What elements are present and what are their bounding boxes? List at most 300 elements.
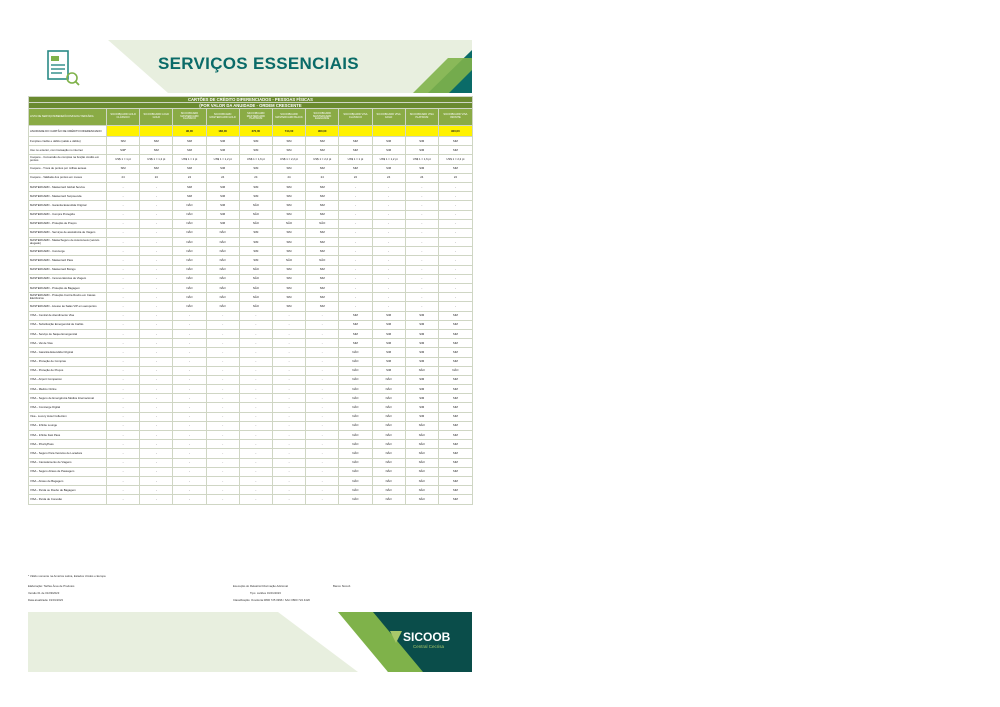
- annual-fee-value: [372, 126, 405, 137]
- cell-value: -: [372, 284, 405, 293]
- cell-value: SIM: [438, 403, 472, 412]
- cell-value: -: [272, 394, 305, 403]
- cell-value: -: [339, 219, 372, 228]
- cell-value: NÃO: [372, 449, 405, 458]
- table-title: CARTÕES DE CRÉDITO DIFERENCIADOS - PESSOAS FÍSICAS: [29, 97, 473, 103]
- cell-value: -: [140, 458, 173, 467]
- cell-value: -: [173, 421, 206, 430]
- cell-value: SIM: [272, 247, 305, 256]
- cell-value: -: [206, 412, 239, 421]
- page-header: [28, 40, 472, 93]
- row-label: MASTERCARD - Inconveniências de Viagem: [29, 274, 107, 283]
- note-left-3: Data atualizada: 19/01/2023: [28, 598, 63, 602]
- cell-value: -: [272, 320, 305, 329]
- cell-value: SIM: [438, 467, 472, 476]
- cell-value: -: [405, 228, 438, 237]
- table-row: [29, 375, 473, 384]
- table-row: [29, 311, 473, 320]
- cell-value: SIM: [272, 146, 305, 155]
- column-header: SICOOBCARD VISA CLÁSSICO: [339, 109, 372, 126]
- table-row: [29, 164, 473, 173]
- cell-value: SIM: [438, 431, 472, 440]
- cell-value: NÃO: [372, 375, 405, 384]
- cell-value: NÃO: [173, 265, 206, 274]
- cell-value: SIM: [306, 192, 339, 201]
- row-label: VISA - Seguro Atraso de Passagem: [29, 467, 107, 476]
- cell-value: -: [140, 302, 173, 311]
- cell-value: -: [272, 449, 305, 458]
- row-label: VISA - Infinite Fast Pass: [29, 431, 107, 440]
- cell-value: SIM: [206, 164, 239, 173]
- table-row: [29, 284, 473, 293]
- table-row: [29, 256, 473, 265]
- cell-value: SIM: [306, 302, 339, 311]
- cell-value: -: [140, 467, 173, 476]
- cell-value: NÃO: [173, 302, 206, 311]
- cell-value: SIM: [372, 366, 405, 375]
- cell-value: US$ 1 = 2,2 pt: [272, 155, 305, 164]
- cards-table-container: [28, 96, 472, 505]
- cell-value: -: [107, 210, 140, 219]
- cell-value: -: [173, 458, 206, 467]
- cell-value: -: [173, 348, 206, 357]
- table-row: [29, 182, 473, 191]
- cell-value: SIM: [438, 476, 472, 485]
- table-row: [29, 137, 473, 146]
- table-row: [29, 265, 473, 274]
- cell-value: NÃO: [306, 219, 339, 228]
- cell-value: US$ 1 = 2,2 pt: [306, 155, 339, 164]
- row-label: Uso no exterior, com transação no internet: [29, 146, 107, 155]
- cell-value: -: [239, 394, 272, 403]
- cell-value: -: [239, 375, 272, 384]
- cell-value: SIM: [405, 329, 438, 338]
- cell-value: SIM: [272, 192, 305, 201]
- cell-value: NÃO: [339, 467, 372, 476]
- cell-value: -: [206, 385, 239, 394]
- annual-fee-value: [107, 126, 140, 137]
- table-body: [29, 97, 473, 505]
- cell-value: -: [306, 431, 339, 440]
- cell-value: -: [306, 329, 339, 338]
- cell-value: -: [173, 357, 206, 366]
- cell-value: -: [107, 192, 140, 201]
- row-label: Coopere - Conversão de compras na função crédito em pontos: [29, 155, 107, 164]
- row-label: VISA - Concierge Digital: [29, 403, 107, 412]
- cell-value: -: [140, 182, 173, 191]
- cell-value: SIM: [239, 228, 272, 237]
- cell-value: -: [239, 339, 272, 348]
- cell-value: SIM: [372, 164, 405, 173]
- cell-value: SIM: [173, 182, 206, 191]
- cell-value: NÃO: [339, 431, 372, 440]
- cell-value: -: [306, 357, 339, 366]
- cell-value: SIM: [173, 146, 206, 155]
- cell-value: -: [239, 495, 272, 504]
- cell-value: -: [107, 182, 140, 191]
- cell-value: -: [140, 495, 173, 504]
- annual-fee-value: [339, 126, 372, 137]
- cell-value: 24: [339, 173, 372, 182]
- row-label: VISA - Seguro Para Veículos de Locadora: [29, 449, 107, 458]
- row-label: VISA - Central de Atendimento Visa: [29, 311, 107, 320]
- cell-value: -: [206, 495, 239, 504]
- cell-value: US$ 1 = 1 pt: [339, 155, 372, 164]
- cell-value: -: [107, 256, 140, 265]
- cell-value: SIM: [206, 192, 239, 201]
- row-label: MASTERCARD - Mastercard Surpreenda: [29, 192, 107, 201]
- cell-value: -: [306, 339, 339, 348]
- row-label: MASTERCARD - Mastercard Global Service: [29, 182, 107, 191]
- table-row: [29, 385, 473, 394]
- table-row: [29, 412, 473, 421]
- row-label: VISA - Perda ou Roubo de Bagagem: [29, 486, 107, 495]
- cell-value: NÃO: [206, 228, 239, 237]
- row-label: VISA - Airport Companion: [29, 375, 107, 384]
- cell-value: -: [306, 421, 339, 430]
- cell-value: -: [272, 495, 305, 504]
- row-label: Coopere - Validade dos pontos em meses: [29, 173, 107, 182]
- cell-value: -: [272, 486, 305, 495]
- cell-value: SIM: [438, 449, 472, 458]
- cell-value: 24: [239, 173, 272, 182]
- cell-value: -: [107, 366, 140, 375]
- cell-value: -: [140, 431, 173, 440]
- note-mid-3: Classificação: Ouvidoria 0800 725 0996 / SAC 0800 724 4420: [233, 598, 310, 602]
- cell-value: NÃO: [173, 274, 206, 283]
- cell-value: -: [173, 366, 206, 375]
- cell-value: NÃO: [206, 256, 239, 265]
- cell-value: -: [438, 274, 472, 283]
- cell-value: NÃO: [339, 486, 372, 495]
- cell-value: SIM: [372, 137, 405, 146]
- cell-value: SIM: [372, 311, 405, 320]
- column-header: SICOOBCARD MASTERCARD BLACK: [272, 109, 305, 126]
- cell-value: SIM: [438, 486, 472, 495]
- cell-value: -: [140, 265, 173, 274]
- cell-value: US$ 1 = 1 pt: [107, 155, 140, 164]
- cell-value: -: [107, 421, 140, 430]
- cell-value: -: [339, 274, 372, 283]
- cell-value: NÃO: [339, 385, 372, 394]
- cell-value: -: [438, 284, 472, 293]
- cell-value: -: [206, 357, 239, 366]
- cell-value: -: [140, 329, 173, 338]
- annual-fee-value: [140, 126, 173, 137]
- cell-value: SIM: [206, 210, 239, 219]
- cell-value: -: [107, 329, 140, 338]
- cell-value: NÃO: [339, 348, 372, 357]
- cell-value: -: [206, 476, 239, 485]
- cell-value: -: [206, 486, 239, 495]
- cell-value: -: [339, 293, 372, 302]
- cell-value: SIM: [140, 146, 173, 155]
- table-row: [29, 293, 473, 302]
- table-row: [29, 329, 473, 338]
- row-label: MASTERCARD - Acesso às Salas VIP em aeroportos: [29, 302, 107, 311]
- cell-value: -: [405, 284, 438, 293]
- cell-value: -: [107, 228, 140, 237]
- cell-value: NÃO: [372, 486, 405, 495]
- row-label: VISA - PriorityPass: [29, 440, 107, 449]
- note-mid-2: Tipo: cartões 01/01/2023: [250, 591, 281, 595]
- cell-value: -: [173, 431, 206, 440]
- cell-value: -: [140, 348, 173, 357]
- cell-value: -: [339, 182, 372, 191]
- cell-value: -: [239, 348, 272, 357]
- cell-value: -: [239, 431, 272, 440]
- row-label: VISA - Infinite Lounge: [29, 421, 107, 430]
- cell-value: -: [173, 375, 206, 384]
- document-page: [28, 40, 472, 672]
- cell-value: -: [140, 201, 173, 210]
- table-row: [29, 155, 473, 164]
- page-title: SERVIÇOS ESSENCIAIS: [158, 54, 359, 73]
- cell-value: US$ 1 = 1,6 pt: [405, 155, 438, 164]
- cell-value: SIM: [405, 385, 438, 394]
- cell-value: -: [206, 440, 239, 449]
- cell-value: SIM: [272, 182, 305, 191]
- cell-value: SIM: [173, 164, 206, 173]
- cell-value: -: [206, 320, 239, 329]
- cell-value: -: [107, 385, 140, 394]
- cell-value: SIM: [306, 164, 339, 173]
- cell-value: SIM: [339, 320, 372, 329]
- cell-value: SIM: [272, 238, 305, 247]
- column-header: SICOOBCARD VISA PLATINUM: [405, 109, 438, 126]
- cell-value: NÃO: [173, 201, 206, 210]
- cell-value: -: [372, 201, 405, 210]
- cell-value: 24: [140, 173, 173, 182]
- cell-value: -: [140, 238, 173, 247]
- cell-value: -: [438, 210, 472, 219]
- cell-value: NÃO: [272, 219, 305, 228]
- cell-value: NÃO: [405, 467, 438, 476]
- cell-value: SIM: [405, 164, 438, 173]
- cell-value: -: [405, 256, 438, 265]
- cell-value: SIM: [272, 293, 305, 302]
- cell-value: -: [339, 284, 372, 293]
- column-header: SICOOBCARD MASTERCARD GOLD: [206, 109, 239, 126]
- cell-value: -: [206, 348, 239, 357]
- cell-value: -: [306, 385, 339, 394]
- table-row: [29, 302, 473, 311]
- cell-value: NÃO: [239, 265, 272, 274]
- cell-value: -: [438, 219, 472, 228]
- cell-value: NÃO: [405, 440, 438, 449]
- cell-value: -: [405, 265, 438, 274]
- cell-value: NÃO: [372, 458, 405, 467]
- cell-value: -: [239, 403, 272, 412]
- row-label: VISA - Perda de Conexão: [29, 495, 107, 504]
- cell-value: NÃO: [306, 256, 339, 265]
- cell-value: -: [107, 320, 140, 329]
- table-row: [29, 247, 473, 256]
- cell-value: -: [272, 431, 305, 440]
- column-header: SICOOBCARD GOLD GOLD: [140, 109, 173, 126]
- cell-value: -: [372, 182, 405, 191]
- cell-value: SIM: [272, 201, 305, 210]
- cell-value: NÃO: [339, 476, 372, 485]
- cell-value: -: [206, 467, 239, 476]
- cell-value: -: [140, 412, 173, 421]
- row-label: MASTERCARD - MasterSeguro de Automóveis (veículo alugado): [29, 238, 107, 247]
- cell-value: -: [206, 366, 239, 375]
- cell-value: NÃO: [372, 394, 405, 403]
- cell-value: SIM: [306, 210, 339, 219]
- cell-value: -: [140, 449, 173, 458]
- cell-value: SIM: [405, 403, 438, 412]
- row-label: MASTERCARD - Proteção de Bagagem: [29, 284, 107, 293]
- table-row: [29, 495, 473, 504]
- cell-value: SIM: [306, 265, 339, 274]
- cell-value: -: [339, 256, 372, 265]
- table-row: [29, 421, 473, 430]
- cell-value: -: [239, 385, 272, 394]
- cell-value: -: [173, 311, 206, 320]
- annual-fee-value: 96,00: [173, 126, 206, 137]
- row-label: Visa - Luxury Hotel Collection: [29, 412, 107, 421]
- row-label: MASTERCARD - Mastercard Pass: [29, 256, 107, 265]
- cell-value: -: [107, 449, 140, 458]
- cell-value: SIM: [239, 192, 272, 201]
- table-row: [29, 219, 473, 228]
- cell-value: NÃO: [239, 210, 272, 219]
- annual-fee-value: 186,00: [206, 126, 239, 137]
- page-footer: [28, 612, 472, 672]
- cell-value: NÃO: [173, 293, 206, 302]
- cell-value: -: [306, 467, 339, 476]
- cell-value: -: [239, 412, 272, 421]
- cell-value: -: [107, 293, 140, 302]
- cell-value: SIM: [140, 164, 173, 173]
- row-label: Funções crédito e débito (saldo e débito): [29, 137, 107, 146]
- cell-value: -: [339, 228, 372, 237]
- cell-value: SIM: [438, 329, 472, 338]
- cell-value: SIM: [239, 137, 272, 146]
- cell-value: -: [239, 486, 272, 495]
- row-label: VISA - Vai de Visa: [29, 339, 107, 348]
- cell-value: -: [372, 192, 405, 201]
- cell-value: NÃO: [372, 476, 405, 485]
- cell-value: -: [372, 265, 405, 274]
- cell-value: NÃO: [405, 486, 438, 495]
- table-row: [29, 210, 473, 219]
- cell-value: -: [107, 348, 140, 357]
- column-header: SICOOBCARD VISA GOLD: [372, 109, 405, 126]
- cell-value: SIM: [438, 320, 472, 329]
- cell-value: -: [405, 238, 438, 247]
- cell-value: -: [372, 302, 405, 311]
- cell-value: -: [272, 458, 305, 467]
- cell-value: SIM: [272, 284, 305, 293]
- cell-value: NÃO: [272, 256, 305, 265]
- cell-value: NÃO: [206, 238, 239, 247]
- cell-value: -: [272, 329, 305, 338]
- cell-value: SIM: [239, 256, 272, 265]
- cell-value: -: [140, 256, 173, 265]
- cell-value: -: [173, 440, 206, 449]
- cell-value: SIM: [405, 137, 438, 146]
- cell-value: SIM: [272, 137, 305, 146]
- cell-value: NÃO: [206, 302, 239, 311]
- cell-value: -: [306, 366, 339, 375]
- cell-value: 24: [405, 173, 438, 182]
- cell-value: -: [372, 238, 405, 247]
- cell-value: -: [306, 440, 339, 449]
- cell-value: -: [405, 247, 438, 256]
- cell-value: SIM: [206, 219, 239, 228]
- cell-value: -: [140, 366, 173, 375]
- cell-value: -: [272, 467, 305, 476]
- cell-value: -: [405, 201, 438, 210]
- cell-value: SIM: [438, 311, 472, 320]
- cell-value: SIM: [339, 311, 372, 320]
- sicoob-logo-icon: [390, 631, 402, 643]
- cell-value: SIM: [206, 182, 239, 191]
- cell-value: -: [339, 201, 372, 210]
- cell-value: -: [140, 210, 173, 219]
- cell-value: US$ 1 = 1,2 pt: [140, 155, 173, 164]
- cell-value: -: [306, 375, 339, 384]
- row-label: VISA - Serviço de Saque Emergencial: [29, 329, 107, 338]
- cell-value: -: [206, 394, 239, 403]
- cell-value: NÃO: [239, 219, 272, 228]
- column-header: SICOOBCARD MASTERCARD CLÁSSICO: [173, 109, 206, 126]
- cell-value: -: [272, 421, 305, 430]
- cell-value: -: [140, 394, 173, 403]
- cell-value: -: [107, 467, 140, 476]
- cell-value: -: [339, 238, 372, 247]
- cell-value: NÃO: [405, 421, 438, 430]
- cell-value: -: [140, 247, 173, 256]
- cell-value: -: [107, 412, 140, 421]
- note-right-1: Banco Sicoob: [333, 584, 351, 588]
- cell-value: -: [239, 357, 272, 366]
- table-row: [29, 320, 473, 329]
- cell-value: -: [239, 440, 272, 449]
- cell-value: SIM: [405, 320, 438, 329]
- table-row: [29, 201, 473, 210]
- cell-value: SIM: [339, 329, 372, 338]
- cell-value: -: [306, 412, 339, 421]
- cell-value: NÃO: [173, 210, 206, 219]
- cell-value: -: [306, 320, 339, 329]
- cell-value: NÃO: [405, 431, 438, 440]
- cell-value: -: [107, 274, 140, 283]
- cell-value: -: [306, 403, 339, 412]
- cell-value: SIM: [438, 164, 472, 173]
- cell-value: -: [372, 228, 405, 237]
- cell-value: -: [173, 385, 206, 394]
- column-header: SICOOBCARD VISA INFINITE: [438, 109, 472, 126]
- cell-value: SIM: [239, 247, 272, 256]
- cell-value: -: [140, 311, 173, 320]
- table-row: [29, 449, 473, 458]
- row-label: VISA - Garantia Estendida Original: [29, 348, 107, 357]
- cell-value: -: [140, 228, 173, 237]
- cell-value: -: [140, 486, 173, 495]
- cell-value: 24: [206, 173, 239, 182]
- cell-value: -: [405, 182, 438, 191]
- cell-value: NÃO: [339, 458, 372, 467]
- cell-value: NÃO: [239, 284, 272, 293]
- cell-value: -: [107, 440, 140, 449]
- cell-value: -: [272, 339, 305, 348]
- cell-value: -: [438, 293, 472, 302]
- cell-value: -: [239, 421, 272, 430]
- cell-value: -: [140, 403, 173, 412]
